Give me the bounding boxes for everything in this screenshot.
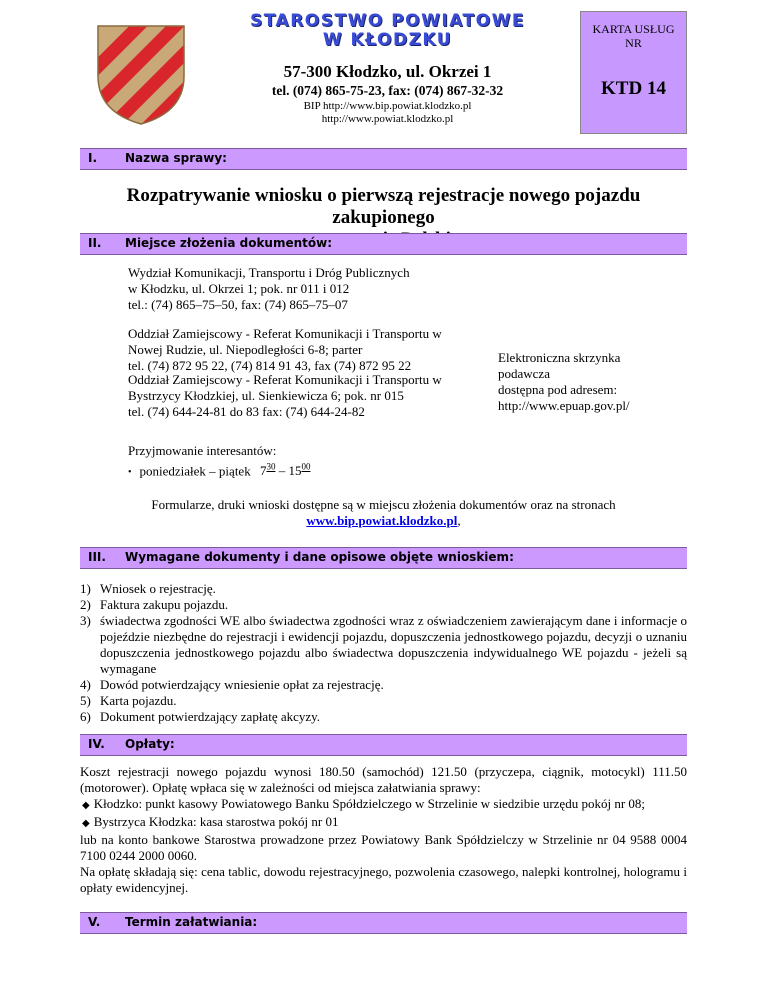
epuap-line: Elektroniczna skrzynka [498,350,621,365]
office-line: Oddział Zamiejscowy - Referat Komunikacji i Transportu w [128,326,442,341]
section-1-header [80,148,687,170]
section-2-header [80,233,687,255]
office-phone: tel. (074) 865-75-23, fax: (074) 867-32-32 [271,83,504,98]
forms-note-text: Formularze, druki wnioski dostępne są w miejscu złożenia dokumentów oraz na stronach [151,497,616,512]
office-line: tel. (74) 644-24-81 do 83 fax: (74) 644-24-82 [128,404,365,419]
bip-website-link[interactable]: www.bip.powiat.klodzko.pl [306,513,458,528]
diamond-bullet-icon: ◆ [82,800,90,811]
fee-paragraph: Koszt rejestracji nowego pojazdu wynosi 180.50 (samochód) 121.50 (przyczepa, ciągnik, motocykl) 111.50 (motorower). Opłatę wpłaca się w zależności od miejsca załatwiania sprawy: [80,764,687,795]
fee-bullet [80,814,687,832]
office-name [205,12,570,50]
title-line1: Rozpatrywanie wniosku o pierwszą rejestracje nowego pojazdu zakupionego [126,185,641,228]
document-item-text: Dowód potwierdzający wniesienie opłat za rejestrację. [100,677,384,692]
office-line: Bystrzycy Kłodzkiej, ul. Sienkiewicza 6; pok. nr 015 [128,388,404,403]
hours-to: 15 [288,463,302,479]
hours-days: poniedziałek – piątek [139,463,251,479]
document-item-text: Wniosek o rejestrację. [100,581,216,596]
document-item [80,693,687,709]
section-label: Miejsce złożenia dokumentów: [125,236,333,250]
required-documents-list [80,581,687,725]
section-number: I. [88,151,98,165]
section-4-header [80,734,687,756]
hours-to-minutes: 00 [301,462,311,472]
forms-link-suffix: , [457,513,461,528]
office-main-line: w Kłodzku, ul. Okrzei 1; pok. nr 011 i 012 [128,281,350,296]
forms-note [80,497,687,529]
document-item-number: 4) [80,677,91,692]
office-address: 57-300 Kłodzko, ul. Okrzei 1 [283,62,492,81]
card-label-line1: KARTA USŁUG [592,22,675,36]
document-item-text: świadectwa zgodności WE albo świadectwa zgodności wraz z oświadczeniem zawierającym dane i informacje o pojeździe niezbędne do rejestracji i ewidencji pojazdu, dopuszczenia jednostkowego pojazdu, decyzji o uznaniu dopuszczenia jednostkowego pojazdu albo świadectwa dopuszczenia indywidualnego WE pojazdu - jeżeli są wymagane [100,613,687,676]
document-item-number: 6) [80,709,91,724]
card-label-line2: NR [625,36,642,50]
office-bystrzyca [128,372,488,420]
section-number: IV. [88,737,105,751]
section-5-header [80,912,687,934]
document-item-text: Faktura zakupu pojazdu. [100,597,229,612]
office-nowa-ruda [128,326,488,374]
card-number: KTD 14 [601,78,666,99]
county-crest-logo [96,24,186,126]
epuap-line: podawcza [498,366,550,381]
document-item [80,677,687,693]
document-item [80,597,687,613]
section-3-header [80,547,687,569]
document-item-text: Karta pojazdu. [100,693,177,708]
document-item-number: 1) [80,581,91,596]
document-item-number: 3) [80,613,91,628]
office-line: tel. (74) 872 95 22, (74) 814 91 43, fax (74) 872 95 22 [128,358,412,373]
fee-bullet [80,796,687,814]
diamond-bullet-icon: ◆ [82,818,90,829]
section-label: Opłaty: [125,737,175,751]
office-main-line: Wydział Komunikacji, Transportu i Dróg Publicznych [128,265,410,280]
hours-row [128,459,528,481]
card-label [580,22,687,50]
office-main-line: tel.: (74) 865–75–50, fax: (74) 865–75–07 [128,297,348,312]
office-name-line1: STAROSTWO POWIATOWE [250,11,525,31]
document-item-text: Dokument potwierdzający zapłatę akcyzy. [100,709,321,724]
section-label: Nazwa sprawy: [125,151,227,165]
website-link[interactable]: http://www.powiat.klodzko.pl [321,113,454,125]
hours-time [260,463,311,478]
document-item-number: 5) [80,693,91,708]
fee-paragraph: Na opłatę składają się: cena tablic, dowodu rejestracyjnego, pozwolenia czasowego, nalepki kontrolnej, hologramu i opłaty ewidencyjnej. [80,864,687,895]
epuap-box [498,350,678,414]
office-hours [128,443,528,481]
hours-from-minutes: 30 [266,462,276,472]
office-name-line2: W KŁODZKU [322,30,453,50]
office-line: Oddział Zamiejscowy - Referat Komunikacji i Transportu w [128,372,442,387]
hours-dash: – [275,463,289,479]
section-label: Termin załatwiania: [125,915,258,929]
document-item-number: 2) [80,597,91,612]
hours-label: Przyjmowanie interesantów: [128,443,277,458]
bip-link[interactable]: BIP http://www.bip.powiat.klodzko.pl [303,100,472,112]
section-number: V. [88,915,101,929]
office-web-links [205,100,570,126]
fee-paragraph: lub na konto bankowe Starostwa prowadzone przez Powiatowy Bank Spółdzielczy w Strzelinie nr 04 9588 0004 7100 0244 2000 0060. [80,832,687,863]
fees-section [80,764,687,896]
epuap-link[interactable]: http://www.epuap.gov.pl/ [498,398,630,413]
hours-from: 7 [259,463,267,479]
fee-bullet-text: Kłodzko: punkt kasowy Powiatowego Banku Spółdzielczego w Strzelinie w siedzibie urzędu pokój nr 08; [93,796,646,811]
section-number: II. [88,236,102,250]
section-label: Wymagane dokumenty i dane opisowe objęte wnioskiem: [125,550,514,564]
office-line: Nowej Rudzie, ul. Niepodległości 6-8; parter [128,342,363,357]
document-item [80,613,687,677]
document-item [80,709,687,725]
bullet-icon: • [128,467,132,479]
section-number: III. [88,550,106,564]
office-main [128,265,528,313]
fee-bullet-text: Bystrzyca Kłodzka: kasa starostwa pokój nr 01 [93,814,339,829]
epuap-line: dostępna pod adresem: [498,382,618,397]
document-item [80,581,687,597]
